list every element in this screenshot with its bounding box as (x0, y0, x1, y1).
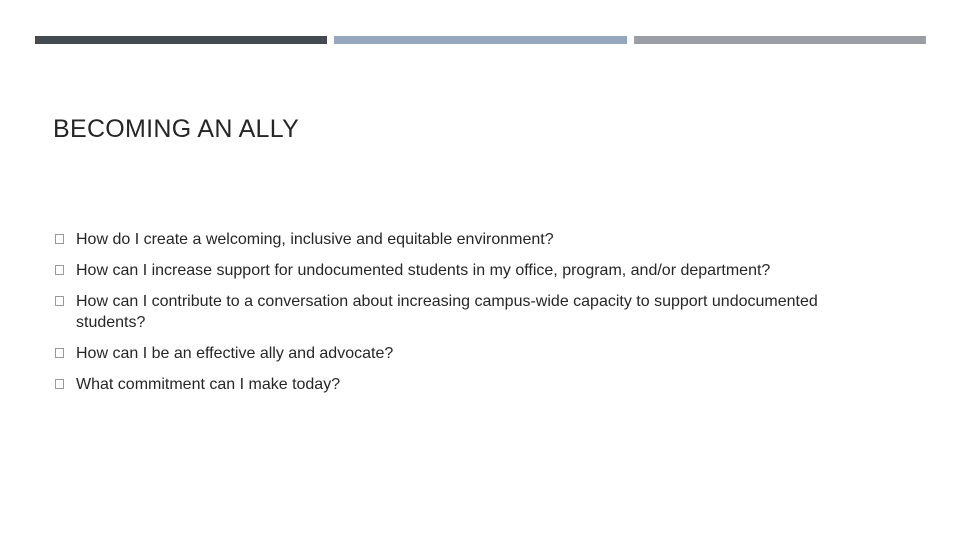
square-bullet-icon (55, 234, 64, 244)
square-bullet-icon (55, 379, 64, 389)
accent-bar-gray (634, 36, 926, 44)
accent-bar-dark (35, 36, 327, 44)
accent-bar-blue (334, 36, 626, 44)
bullet-item (55, 291, 885, 333)
top-accent-bars (35, 36, 926, 44)
bullet-item (55, 260, 885, 281)
bullet-item (55, 374, 885, 395)
bullet-item (55, 229, 885, 250)
bullet-text: What commitment can I make today? (76, 376, 341, 393)
bullet-list (55, 229, 885, 405)
bullet-text: How can I be an effective ally and advocate? (76, 345, 394, 362)
bullet-text: How do I create a welcoming, inclusive and equitable environment? (76, 231, 554, 248)
square-bullet-icon (55, 265, 64, 275)
square-bullet-icon (55, 296, 64, 306)
bullet-text: How can I contribute to a conversation about increasing campus-wide capacity to support undocumented students? (76, 293, 818, 331)
bullet-item (55, 343, 885, 364)
square-bullet-icon (55, 348, 64, 358)
bullet-text: How can I increase support for undocumented students in my office, program, and/or department? (76, 262, 771, 279)
slide-title: BECOMING AN ALLY (53, 115, 300, 143)
